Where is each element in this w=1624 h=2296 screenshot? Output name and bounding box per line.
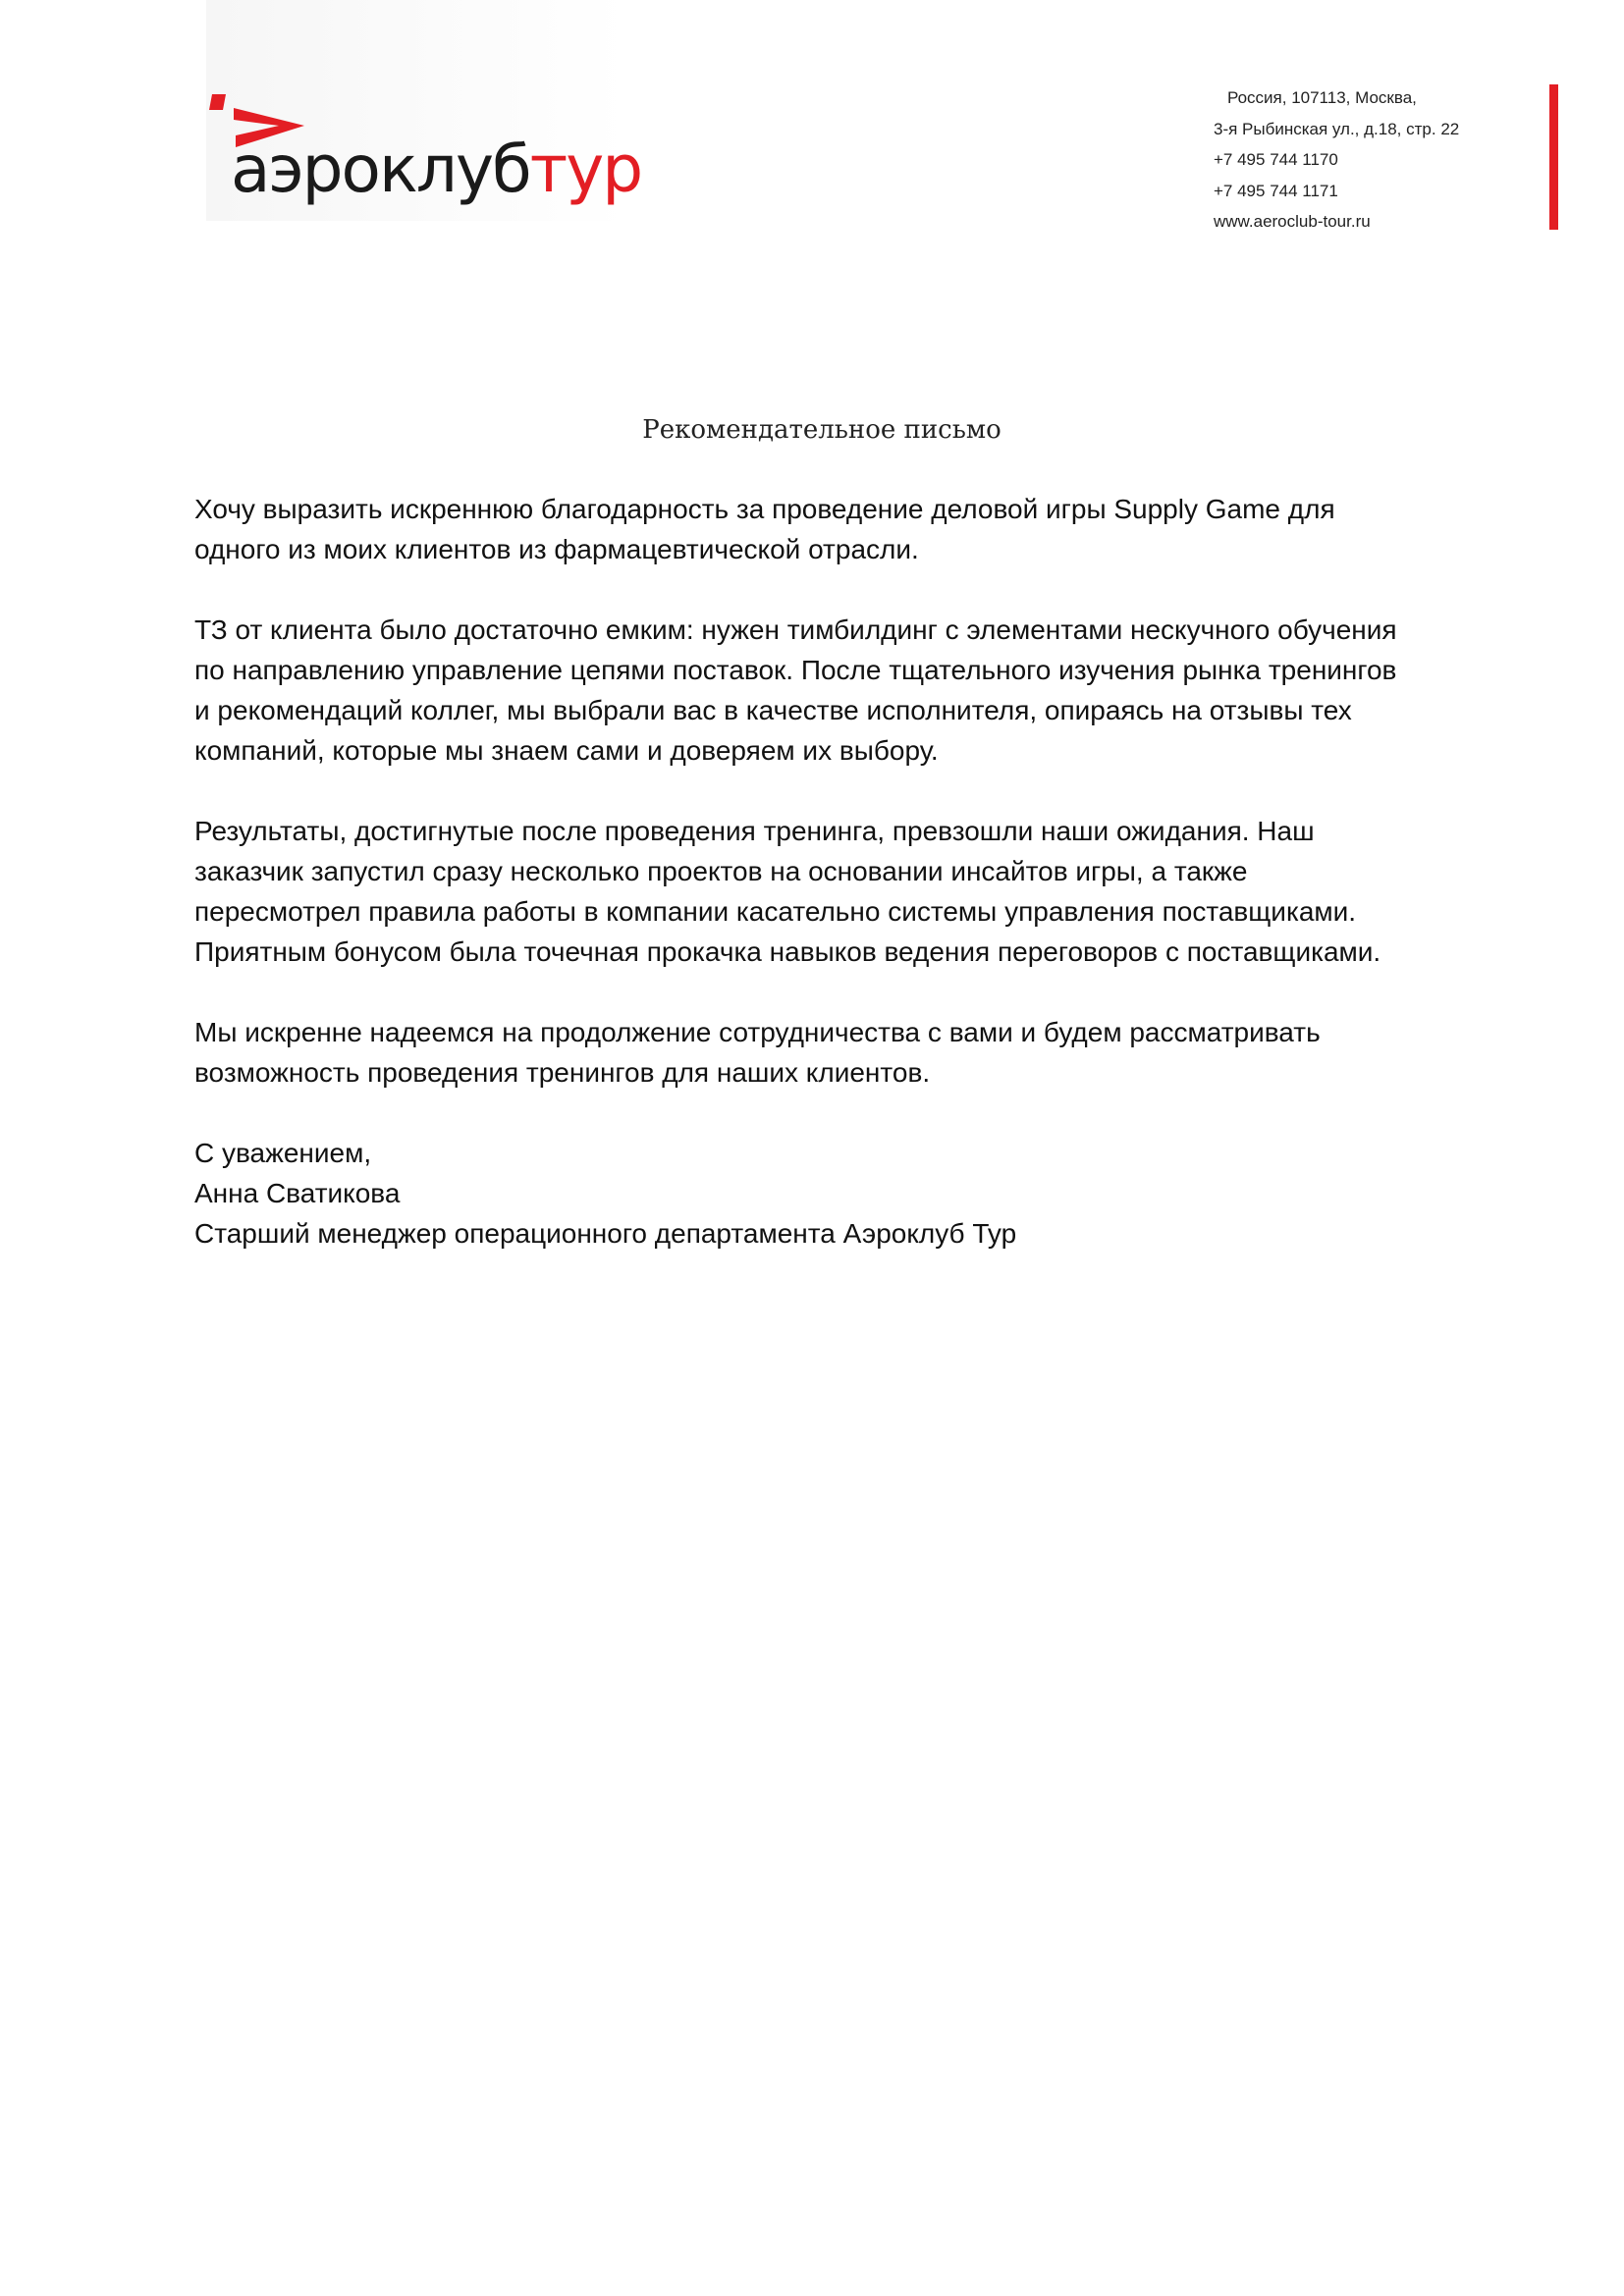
signer-name: Анна Сватикова [194, 1178, 401, 1208]
paragraph [194, 811, 1549, 972]
logo-text-main: аэроклуб [231, 132, 530, 207]
text-line: Приятным бонусом была точечная прокачка навыков ведения переговоров с поставщиками. [194, 936, 1381, 967]
signature-block [194, 1133, 1549, 1254]
paragraph [194, 610, 1549, 771]
company-address [1214, 82, 1459, 238]
phone-line: +7 495 744 1170 [1214, 150, 1338, 169]
text-line: заказчик запустил сразу несколько проектов на основании инсайтов игры, а также [194, 856, 1248, 886]
logo-wordmark [231, 132, 642, 207]
phone-line: +7 495 744 1171 [1214, 181, 1338, 200]
signer-position: Старший менеджер операционного департамента Аэроклуб Тур [194, 1218, 1017, 1249]
letter-body [194, 489, 1549, 1254]
paragraph [194, 489, 1549, 569]
website-line: www.aeroclub-tour.ru [1214, 212, 1371, 231]
decorative-red-bar [1549, 84, 1558, 230]
text-line: Результаты, достигнутые после проведения тренинга, превзошли наши ожидания. Наш [194, 816, 1315, 846]
address-line: Россия, 107113, Москва, [1227, 88, 1417, 107]
text-line: по направлению управление цепями поставок. После тщательного изучения рынка тренингов [194, 655, 1397, 685]
address-line: 3-я Рыбинская ул., д.18, стр. 22 [1214, 119, 1460, 138]
text-line: ТЗ от клиента было достаточно емким: нужен тимбилдинг с элементами нескучного обучения [194, 614, 1397, 645]
text-line: возможность проведения тренингов для наших клиентов. [194, 1057, 931, 1088]
logo-text-accent: тур [529, 132, 642, 207]
closing-text: С уважением, [194, 1138, 372, 1168]
text-line: пересмотрел правила работы в компании касательно системы управления поставщиками. [194, 896, 1357, 927]
text-line: одного из моих клиентов из фармацевтической отрасли. [194, 534, 919, 564]
letter-title: Рекомендательное письмо [642, 415, 1001, 445]
paragraph [194, 1012, 1549, 1093]
text-line: Хочу выразить искреннюю благодарность за проведение деловой игры Supply Game для [194, 494, 1335, 524]
company-logo [206, 0, 642, 221]
text-line: и рекомендаций коллег, мы выбрали вас в качестве исполнителя, опираясь на отзывы тех [194, 695, 1352, 725]
text-line: Мы искренне надеемся на продолжение сотрудничества с вами и будем рассматривать [194, 1017, 1321, 1047]
text-line: компаний, которые мы знаем сами и доверяем их выбору. [194, 735, 939, 766]
